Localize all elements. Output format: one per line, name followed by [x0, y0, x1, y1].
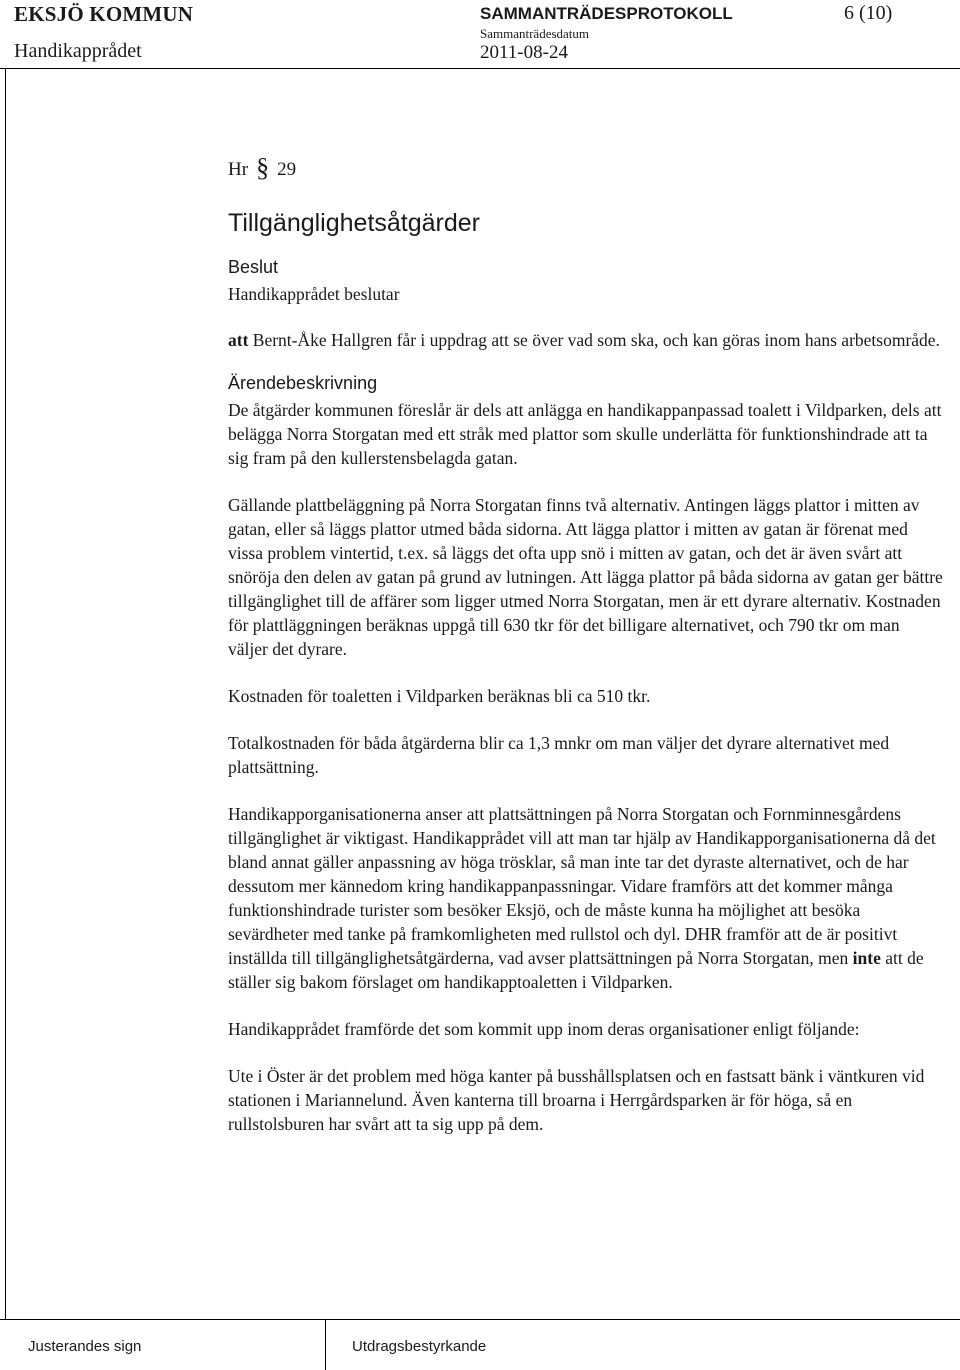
document-body [228, 153, 943, 1136]
extract-certification-label: Utdragsbestyrkande [352, 1338, 487, 1355]
decision-heading: Beslut [228, 257, 279, 277]
section-number-value: 29 [277, 159, 297, 180]
description-paragraph: Gällande plattbeläggning på Norra Storgatan finns två alternativ. Antingen läggs plattor i mitten av gatan, eller så läggs plattor utmed båda sidorna. Att lägga plattor i mitten av gatan är förenat med vissa problem vintertid, t.ex. så läggs det ofta upp snö i mitten av gatan, och det är även svårt att snöröja den delen av gatan på grund av lutningen. Att lägga plattor på båda sidorna av gatan ger bättre tillgänglighet till de affärer som ligger utmed Norra Storgatan, men är ett dyrare alternativ. Kostnaden för plattläggningen beräknas uppgå till 630 tkr för det billigare alternativet, och 790 tkr om man väljer det dyrare. [228, 495, 943, 659]
page-number: 6 (10) [844, 2, 893, 24]
description-heading: Ärendebeskrivning [228, 373, 378, 393]
decision-text [228, 328, 943, 352]
document-type: SAMMANTRÄDESPROTOKOLL [480, 4, 733, 23]
description-paragraph: Ute i Öster är det problem med höga kanter på busshållsplatsen och en fastsatt bänk i väntkuren vid stationen i Mariannelund. Även kanterna till broarna i Herrgårdsparken är för höga, så en rullstolsburen har svårt att ta sig upp på dem. [228, 1066, 925, 1134]
department-name: Handikapprådet [14, 40, 142, 62]
footer-divider [0, 1319, 960, 1320]
description-paragraph: Totalkostnaden för båda åtgärderna blir ca 1,3 mnkr om man väljer det dyrare alternativet med plattsättning. [228, 733, 890, 777]
section-prefix: Hr [228, 159, 249, 180]
description-paragraph [228, 802, 943, 994]
section-title: Tillgänglighetsåtgärder [228, 209, 481, 237]
meeting-date: 2011-08-24 [480, 42, 568, 63]
margin-rule [5, 69, 6, 1319]
paragraph-text: Handikapporganisationerna anser att plattsättningen på Norra Storgatan och Fornminnesgårdens tillgänglighet är viktigast. Handikapprådet vill att man tar hjälp av Handikapporganisationerna då det bland annat gäller anpassning av höga trösklar, så man inte tar det dyraste alternativet, och de har dessutom mer kännedom kring handikappanpassningar. Vidare framförs att det kommer många funktionshindrade turister som besöker Eksjö, och de måste kunna ha möjlighet att besöka sevärdheter med tanke på framkomligheten med rullstol och dyl. DHR framför att de är positivt inställda till tillgänglighetsåtgärderna, vad avser plattsättningen på Norra Storgatan, men [228, 804, 936, 968]
decision-intro: Handikapprådet beslutar [228, 284, 400, 304]
description-paragraph: Handikapprådet framförde det som kommit upp inom deras organisationer enligt följande: [228, 1019, 860, 1039]
footer-column-divider [325, 1320, 326, 1370]
decision-keyword: att [228, 330, 249, 350]
description-paragraph: Kostnaden för toaletten i Vildparken beräknas bli ca 510 tkr. [228, 686, 651, 706]
organization-name: EKSJÖ KOMMUN [14, 2, 194, 26]
decision-body: Bernt-Åke Hallgren får i uppdrag att se över vad som ska, och kan göras inom hans arbetsområde. [252, 330, 940, 350]
header-divider [0, 68, 960, 69]
section-number [228, 153, 943, 182]
meeting-date-label: Sammanträdesdatum [480, 26, 590, 41]
section-sign-icon: § [256, 153, 270, 182]
paragraph-text-tail: att de ställer sig bakom förslaget om handikapptoaletten i Vildparken. [228, 948, 924, 992]
description-paragraph: De åtgärder kommunen föreslår är dels att anlägga en handikappanpassad toalett i Vildparken, dels att belägga Norra Storgatan med ett stråk med plattor som skulle underlätta för funktionshindrade att ta sig fram på den kullerstensbelagda gatan. [228, 400, 942, 468]
adjuster-signature-label: Justerandes sign [28, 1338, 142, 1355]
paragraph-emphasis: inte [852, 948, 881, 968]
